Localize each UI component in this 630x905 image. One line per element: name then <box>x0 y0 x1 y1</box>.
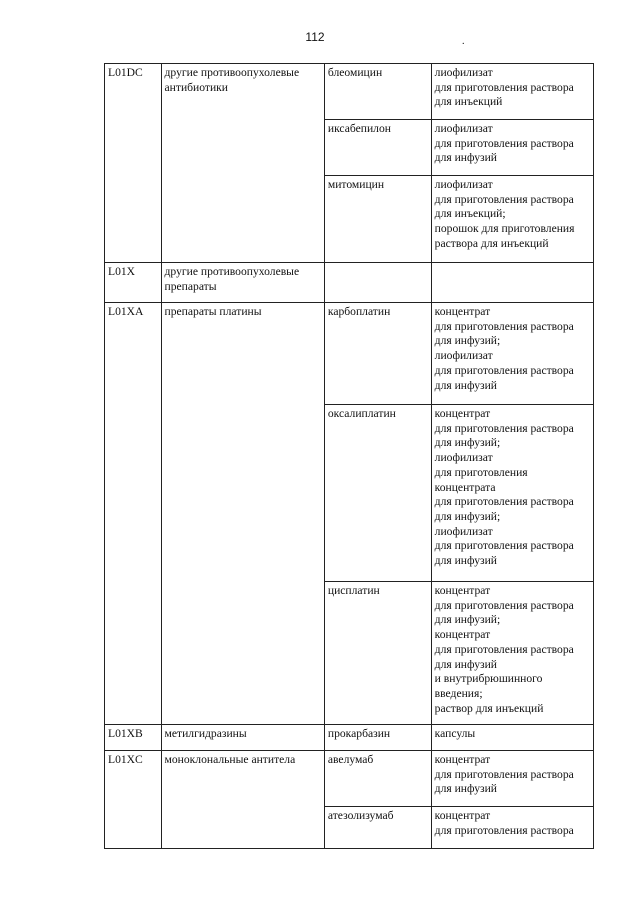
form-line: для инфузий; <box>434 509 501 523</box>
dosage-form <box>431 120 593 176</box>
form-line: раствор для инъекций <box>434 701 544 715</box>
drug-name: иксабепилон <box>324 120 431 176</box>
form-line: для инфузий; <box>434 334 501 348</box>
group-name: моноклональные антитела <box>161 751 324 807</box>
form-line: для приготовления раствора <box>434 598 574 612</box>
form-line: концентрат <box>434 407 491 420</box>
drug-name: атезолизумаб <box>324 807 431 849</box>
drug-name: карбоплатин <box>324 303 431 405</box>
table-row <box>105 582 594 725</box>
table-row <box>105 303 594 405</box>
dosage-form <box>431 582 593 725</box>
group-name-empty <box>161 807 324 849</box>
form-line: капсулы <box>434 727 476 740</box>
dosage-form <box>431 725 593 751</box>
form-line: порошок для приготовления <box>434 222 575 236</box>
dosage-form <box>431 405 593 582</box>
form-line: лиофилизат <box>434 66 493 79</box>
atc-code: L01X <box>105 263 162 303</box>
dosage-form <box>431 303 593 405</box>
form-line: для инфузий; <box>434 436 501 450</box>
page-mark: . <box>462 36 465 47</box>
atc-code: L01XA <box>105 303 162 405</box>
form-line: для инфузий <box>434 151 498 165</box>
form-line: и внутрибрюшинного <box>434 672 543 686</box>
form-line: концентрат <box>434 584 491 597</box>
form-line: для инфузий; <box>434 613 501 627</box>
form-line: концентрат <box>434 628 491 642</box>
atc-code: L01XB <box>105 725 162 751</box>
group-name: препараты платины <box>161 303 324 405</box>
table-row <box>105 807 594 849</box>
drug-name <box>324 263 431 303</box>
form-line-text: для приготовления <box>434 465 528 479</box>
form-line: для инфузий <box>434 554 498 568</box>
group-name-empty <box>161 405 324 582</box>
form-line: для приготовления раствора <box>434 421 574 435</box>
form-line: для инъекций; <box>434 207 506 221</box>
form-line <box>435 466 590 481</box>
form-line: лиофилизат <box>434 524 493 538</box>
group-name-empty <box>161 176 324 263</box>
dosage-form <box>431 64 593 120</box>
drug-name: цисплатин <box>324 582 431 725</box>
form-line: для инфузий <box>434 657 498 671</box>
form-line: концентрата <box>434 480 496 494</box>
table-row <box>105 725 594 751</box>
form-line: концентрат <box>434 753 491 766</box>
dosage-form <box>431 751 593 807</box>
atc-code: L01DC <box>105 64 162 120</box>
table-row <box>105 120 594 176</box>
group-name: другие противоопухолевые препараты <box>161 263 324 303</box>
drug-name: оксалиплатин <box>324 405 431 582</box>
form-line: для инфузий <box>434 378 498 392</box>
form-line: для приготовления раствора <box>434 192 574 206</box>
form-line: для приготовления раствора <box>434 642 574 656</box>
form-line: для инъекций <box>434 95 503 109</box>
form-line: концентрат <box>434 305 491 318</box>
form-line: лиофилизат <box>434 122 493 135</box>
form-line: для инфузий <box>434 782 498 796</box>
page-number: 112 <box>305 30 325 44</box>
atc-code-empty <box>105 405 162 582</box>
form-line: введения; <box>434 686 483 700</box>
form-line: для приготовления раствора <box>434 767 574 781</box>
dosage-form <box>431 263 593 303</box>
atc-code-empty <box>105 582 162 725</box>
form-line: концентрат <box>434 809 491 822</box>
form-line: раствора для инъекций <box>434 236 549 250</box>
atc-code-empty <box>105 176 162 263</box>
dosage-form <box>431 176 593 263</box>
form-line: для приготовления раствора <box>434 80 574 94</box>
form-line: для приготовления раствора <box>434 823 574 837</box>
group-name: метилгидразины <box>161 725 324 751</box>
dosage-form <box>431 807 593 849</box>
form-line: для приготовления раствора <box>434 136 574 150</box>
form-line: лиофилизат <box>434 178 493 191</box>
drug-name: прокарбазин <box>324 725 431 751</box>
form-line: лиофилизат <box>434 349 493 363</box>
group-name-empty <box>161 582 324 725</box>
atc-code-empty <box>105 120 162 176</box>
drug-name: блеомицин <box>324 64 431 120</box>
drug-name: митомицин <box>324 176 431 263</box>
form-line: лиофилизат <box>434 451 493 465</box>
table-row <box>105 176 594 263</box>
table-row <box>105 263 594 303</box>
table-row <box>105 751 594 807</box>
atc-code-empty <box>105 807 162 849</box>
table-row <box>105 64 594 120</box>
drug-name: авелумаб <box>324 751 431 807</box>
table-row <box>105 405 594 582</box>
form-line: для приготовления раствора <box>434 495 574 509</box>
group-name: другие противоопухолевые антибиотики <box>161 64 324 120</box>
form-line: для приготовления раствора <box>434 539 574 553</box>
drug-table <box>104 63 594 849</box>
group-name-empty <box>161 120 324 176</box>
form-line: для приготовления раствора <box>434 363 574 377</box>
form-line: для приготовления раствора <box>434 319 574 333</box>
atc-code: L01XC <box>105 751 162 807</box>
